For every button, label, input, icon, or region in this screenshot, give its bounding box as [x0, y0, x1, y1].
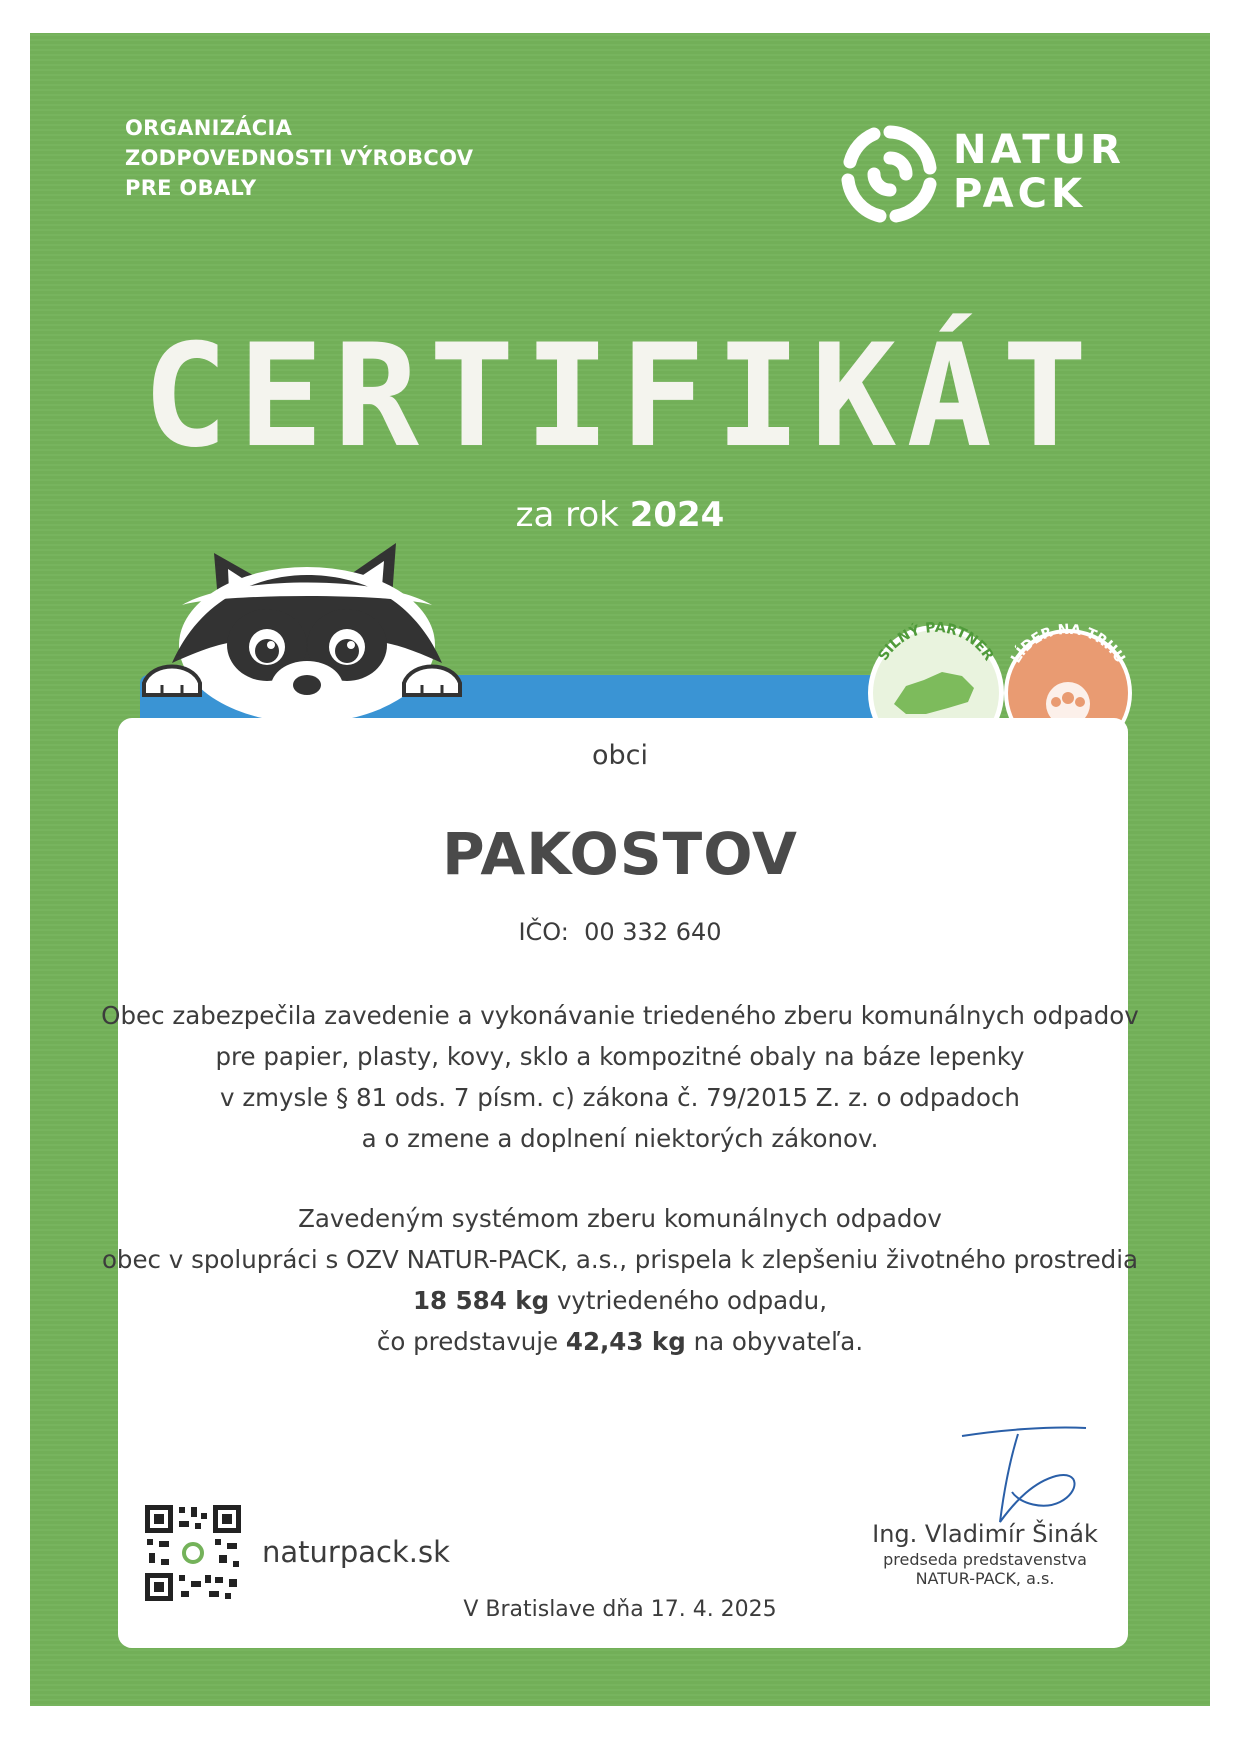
- ico-line: [0, 918, 1240, 946]
- brand-wordmark: [953, 128, 1125, 216]
- statement-line: v zmysle § 81 ods. 7 písm. c) zákona č. 79/2015 Z. z. o odpadoch: [220, 1083, 1020, 1112]
- signer-role: predseda predstavenstva: [883, 1550, 1087, 1569]
- place-and-date: V Bratislave dňa 17. 4. 2025: [463, 1597, 777, 1622]
- partner-badge-top: SILNÝ PARTNER: [875, 619, 997, 664]
- signer-organization: NATUR-PACK, a.s.: [915, 1569, 1055, 1588]
- website-link[interactable]: naturpack.sk: [262, 1535, 450, 1569]
- impact-amount-line: [0, 1280, 1240, 1321]
- impact-statement: [0, 1198, 1240, 1362]
- qr-code-icon[interactable]: [145, 1505, 241, 1601]
- waste-amount-suffix: vytriedeného odpadu,: [556, 1286, 827, 1315]
- brand-line-2: PACK: [953, 171, 1086, 217]
- certificate-title: CERTIFIKÁT: [142, 314, 1098, 479]
- certificate-year: [0, 495, 1240, 535]
- recycle-swirl-icon: [838, 122, 942, 226]
- organization-line: PRE OBALY: [125, 176, 257, 200]
- per-capita-line: [0, 1321, 1240, 1362]
- statement-line: Obec zabezpečila zavedenie a vykonávanie triedeného zberu komunálnych odpadov: [101, 1001, 1139, 1030]
- impact-line: obec v spolupráci s OZV NATUR-PACK, a.s., prispela k zlepšeniu životného prostredia: [101, 1245, 1139, 1274]
- per-capita-amount: 42,43 kg: [565, 1327, 686, 1356]
- recipient-prefix: obci: [591, 740, 648, 771]
- ico-label: IČO:: [518, 918, 569, 946]
- waste-amount: 18 584 kg: [413, 1286, 550, 1315]
- organization-line: ORGANIZÁCIA: [125, 116, 293, 140]
- per-capita-prefix: čo predstavuje: [376, 1327, 559, 1356]
- brand-line-1: NATUR: [953, 127, 1125, 173]
- organization-name: [125, 113, 473, 203]
- legal-statement: [0, 995, 1240, 1159]
- statement-line: pre papier, plasty, kovy, sklo a kompozitné obaly na báze lepenky: [215, 1042, 1025, 1071]
- statement-line: a o zmene a doplnení niektorých zákonov.: [361, 1124, 879, 1153]
- impact-line: Zavedeným systémom zberu komunálnych odpadov: [298, 1204, 942, 1233]
- handwritten-signature: [960, 1420, 1100, 1530]
- organization-line: ZODPOVEDNOSTI VÝROBCOV: [125, 146, 474, 170]
- year-prefix: za rok: [515, 495, 619, 535]
- signer-block: [850, 1520, 1120, 1588]
- leader-badge-text: LÍDER NA TRHU: [1008, 621, 1128, 667]
- per-capita-suffix: na obyvateľa.: [693, 1327, 864, 1356]
- signer-name: Ing. Vladimír Šinák: [872, 1520, 1098, 1548]
- ico-value: 00 332 640: [584, 918, 722, 946]
- recipient-name: PAKOSTOV: [442, 820, 798, 888]
- year-value: 2024: [629, 495, 725, 535]
- raccoon-mascot-icon: [142, 535, 482, 725]
